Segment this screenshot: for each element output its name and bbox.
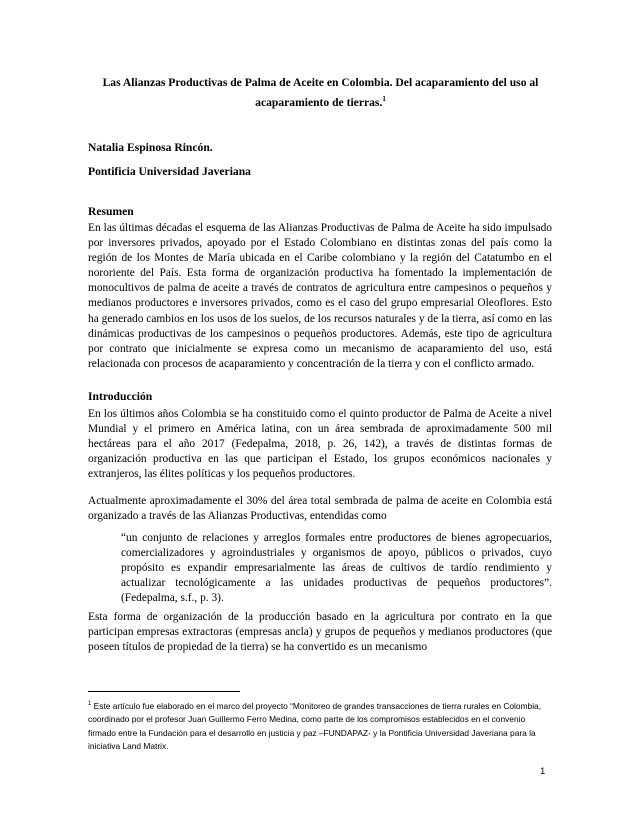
footnote-marker: 1 — [88, 701, 92, 707]
footnote-separator — [88, 691, 240, 692]
abstract-text: En las últimas décadas el esquema de las Alianzas Productivas de Palma de Aceite ha sido impulsado por inversores privados, apoyado por el Estado Colombiano en distintas zonas del país como la región de los Montes de María ubicada en el Caribe colombiano y la región del Catatumbo en el nororiente del País. Esta forma de organización productiva ha fomentado la implementación de monocultivos de palma de aceite a través de contratos de agricultura entre campesinos o pequeños y medianos productores e inversores privados, como es el caso del grupo empresarial Oleoflores. Esto ha generado cambios en los usos de los suelos, de los recursos naturales y de la tierra, así como en las dinámicas productivas de los campesinos o pequeños productores. Además, este tipo de agricultura por contrato que inicialmente se expresa como un mecanismo de acaparamiento del uso, está relacionada con procesos de acaparamiento y concentración de la tierra y con el conflicto armado. — [88, 222, 552, 370]
abstract-heading: Resumen — [88, 205, 134, 218]
page-number: 1 — [540, 766, 546, 777]
introduction-heading: Introducción — [88, 390, 153, 403]
intro-paragraph-1: En los últimos años Colombia se ha constituido como el quinto productor de Palma de Aceite a nivel Mundial y el primero en América latina, con un área sembrada de aproximadamente 500 mil hectáreas para el año 2017 (Fedepalma, 2018, p. 26, 142), a través de distintas formas de organización productiva en las que participan el Estado, los grupos económicos nacionales y extranjeros, las élites políticas y los pequeños productores. — [88, 408, 552, 481]
paper-title — [88, 75, 553, 111]
block-quote: “un conjunto de relaciones y arreglos formales entre productores de bienes agropecuarios, comercializadores y agroindustriales y organismos de apoyo, públicos o privados, cuyo propósito es expandir empresarialmente las áreas de cultivos de tardío rendimiento y actualizar tecnológicamente a las unidades productivas de pequeños productores”. (Fedepalma, s.f., p. 3). — [121, 532, 552, 605]
title-footnote-marker: 1 — [382, 95, 386, 103]
paper-title-text: Las Alianzas Productivas de Palma de Aceite en Colombia. Del acaparamiento del uso al acaparamiento de tierras. — [102, 76, 539, 109]
intro-paragraph-2: Actualmente aproximadamente el 30% del área total sembrada de palma de aceite en Colombia está organizado a través de las Alianzas Productivas, entendidas como — [88, 495, 552, 523]
author-affiliation: Pontificia Universidad Javeriana — [88, 165, 251, 178]
footnote-text: Este artículo fue elaborado en el marco del proyecto “Monitoreo de grandes transacciones de tierra rurales en Colombia, coordinado por el profesor Juan Guillermo Ferro Medina, como parte de los compromisos establecidos en el convenio firmado entre la Fundación para el desarrollo en justicia y paz –FUNDAPAZ- y la Pontificia Universidad Javeriana para la iniciativa Land Matrix. — [88, 700, 542, 752]
intro-paragraph-3: Esta forma de organización de la producción basado en la agricultura por contrato en la que participan empresas extractoras (empresas ancla) y grupos de pequeños y medianos productores (que poseen títulos de propiedad de la tierra) se ha convertido es un mecanismo — [88, 611, 552, 654]
footnote — [88, 698, 552, 753]
author-name: Natalia Espinosa Rincón. — [88, 141, 213, 154]
